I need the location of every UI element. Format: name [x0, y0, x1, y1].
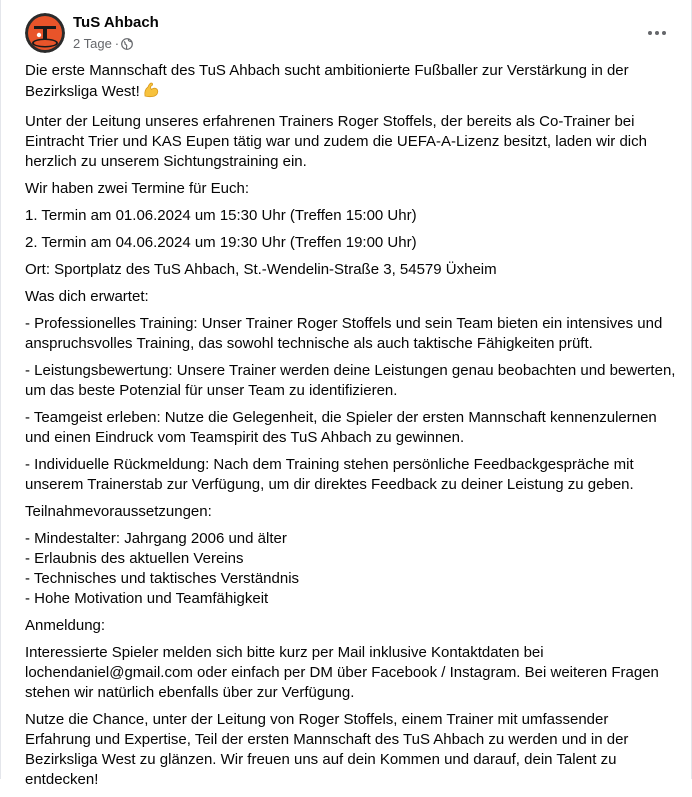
club-logo-icon — [25, 13, 65, 53]
post-text — [25, 61, 677, 797]
post-paragraph: - Professionelles Training: Unser Trainer Roger Stoffels und sein Team bieten ein intensives und anspruchsvolles Training, das sowohl technische als auch taktische Fähigkeiten prüft. — [25, 315, 663, 352]
post-meta — [73, 36, 133, 52]
post-paragraph: Die erste Mannschaft des TuS Ahbach sucht ambitionierte Fußballer zur Verstärkung in der Bezirksliga West! — [25, 61, 677, 105]
page-name[interactable]: TuS Ahbach — [73, 14, 159, 31]
flexed-biceps-icon — [142, 81, 160, 105]
post-paragraph: Interessierte Spieler melden sich bitte kurz per Mail inklusive Kontaktdaten bei lochendaniel@gmail.com oder einfach per DM über Facebook / Instagram. Bei weiteren Fragen stehen wir natürlich ebenfalls über zur Verfügung. — [25, 644, 659, 701]
post-paragraph: Anmeldung: — [25, 617, 106, 634]
more-options-button[interactable] — [643, 19, 671, 47]
post-paragraph: - Individuelle Rückmeldung: Nach dem Training stehen persönliche Feedbackgespräche mit unserem Trainerstab zur Verfügung, um dir direktes Feedback zu deiner Leistung zu geben. — [25, 456, 634, 493]
post-paragraph: - Mindestalter: Jahrgang 2006 und älter - Erlaubnis des aktuellen Vereins - Technisches und taktisches Verständnis - Hohe Motivation und Teamfähigkeit — [25, 530, 300, 607]
separator-dot: · — [114, 36, 120, 51]
post-header — [1, 0, 691, 60]
post-timestamp[interactable]: 2 Tage — [73, 36, 112, 51]
more-options-icon — [648, 31, 652, 35]
post-paragraph: Unter der Leitung unseres erfahrenen Trainers Roger Stoffels, der bereits als Co-Trainer bei Eintracht Trier und KAS Eupen tätig war und zudem die UEFA-A-Lizenz besitzt, laden wir dich herzlich zu unserem Sichtungstraining ein. — [25, 113, 647, 170]
post-paragraph: 1. Termin am 01.06.2024 um 15:30 Uhr (Treffen 15:00 Uhr) — [25, 207, 417, 224]
post-paragraph: 2. Termin am 04.06.2024 um 19:30 Uhr (Treffen 19:00 Uhr) — [25, 234, 417, 251]
globe-icon[interactable] — [121, 38, 133, 50]
post-paragraph: Teilnahmevoraussetzungen: — [25, 503, 212, 520]
post-paragraph: Nutze die Chance, unter der Leitung von Roger Stoffels, einem Trainer mit umfassender Erfahrung und Expertise, Teil der ersten Mannschaft des TuS Ahbach zu werden und in der Bezirksliga West zu glänzen. Wir freuen uns auf dein Kommen und darauf, dein Talent zu entdecken! — [25, 711, 629, 788]
post-paragraph: Was dich erwartet: — [25, 288, 149, 305]
post-paragraph: - Teamgeist erleben: Nutze die Gelegenheit, die Spieler der ersten Mannschaft kennenzulernen und einen Eindruck vom Teamspirit des TuS Ahbach zu gewinnen. — [25, 409, 657, 446]
post-paragraph: Wir haben zwei Termine für Euch: — [25, 180, 249, 197]
avatar[interactable] — [25, 13, 65, 53]
post-paragraph: Ort: Sportplatz des TuS Ahbach, St.-Wendelin-Straße 3, 54579 Üxheim — [25, 261, 497, 278]
post-paragraph: - Leistungsbewertung: Unsere Trainer werden deine Leistungen genau beobachten und bewerten, um das beste Potenzial für unser Team zu identifizieren. — [25, 362, 676, 399]
